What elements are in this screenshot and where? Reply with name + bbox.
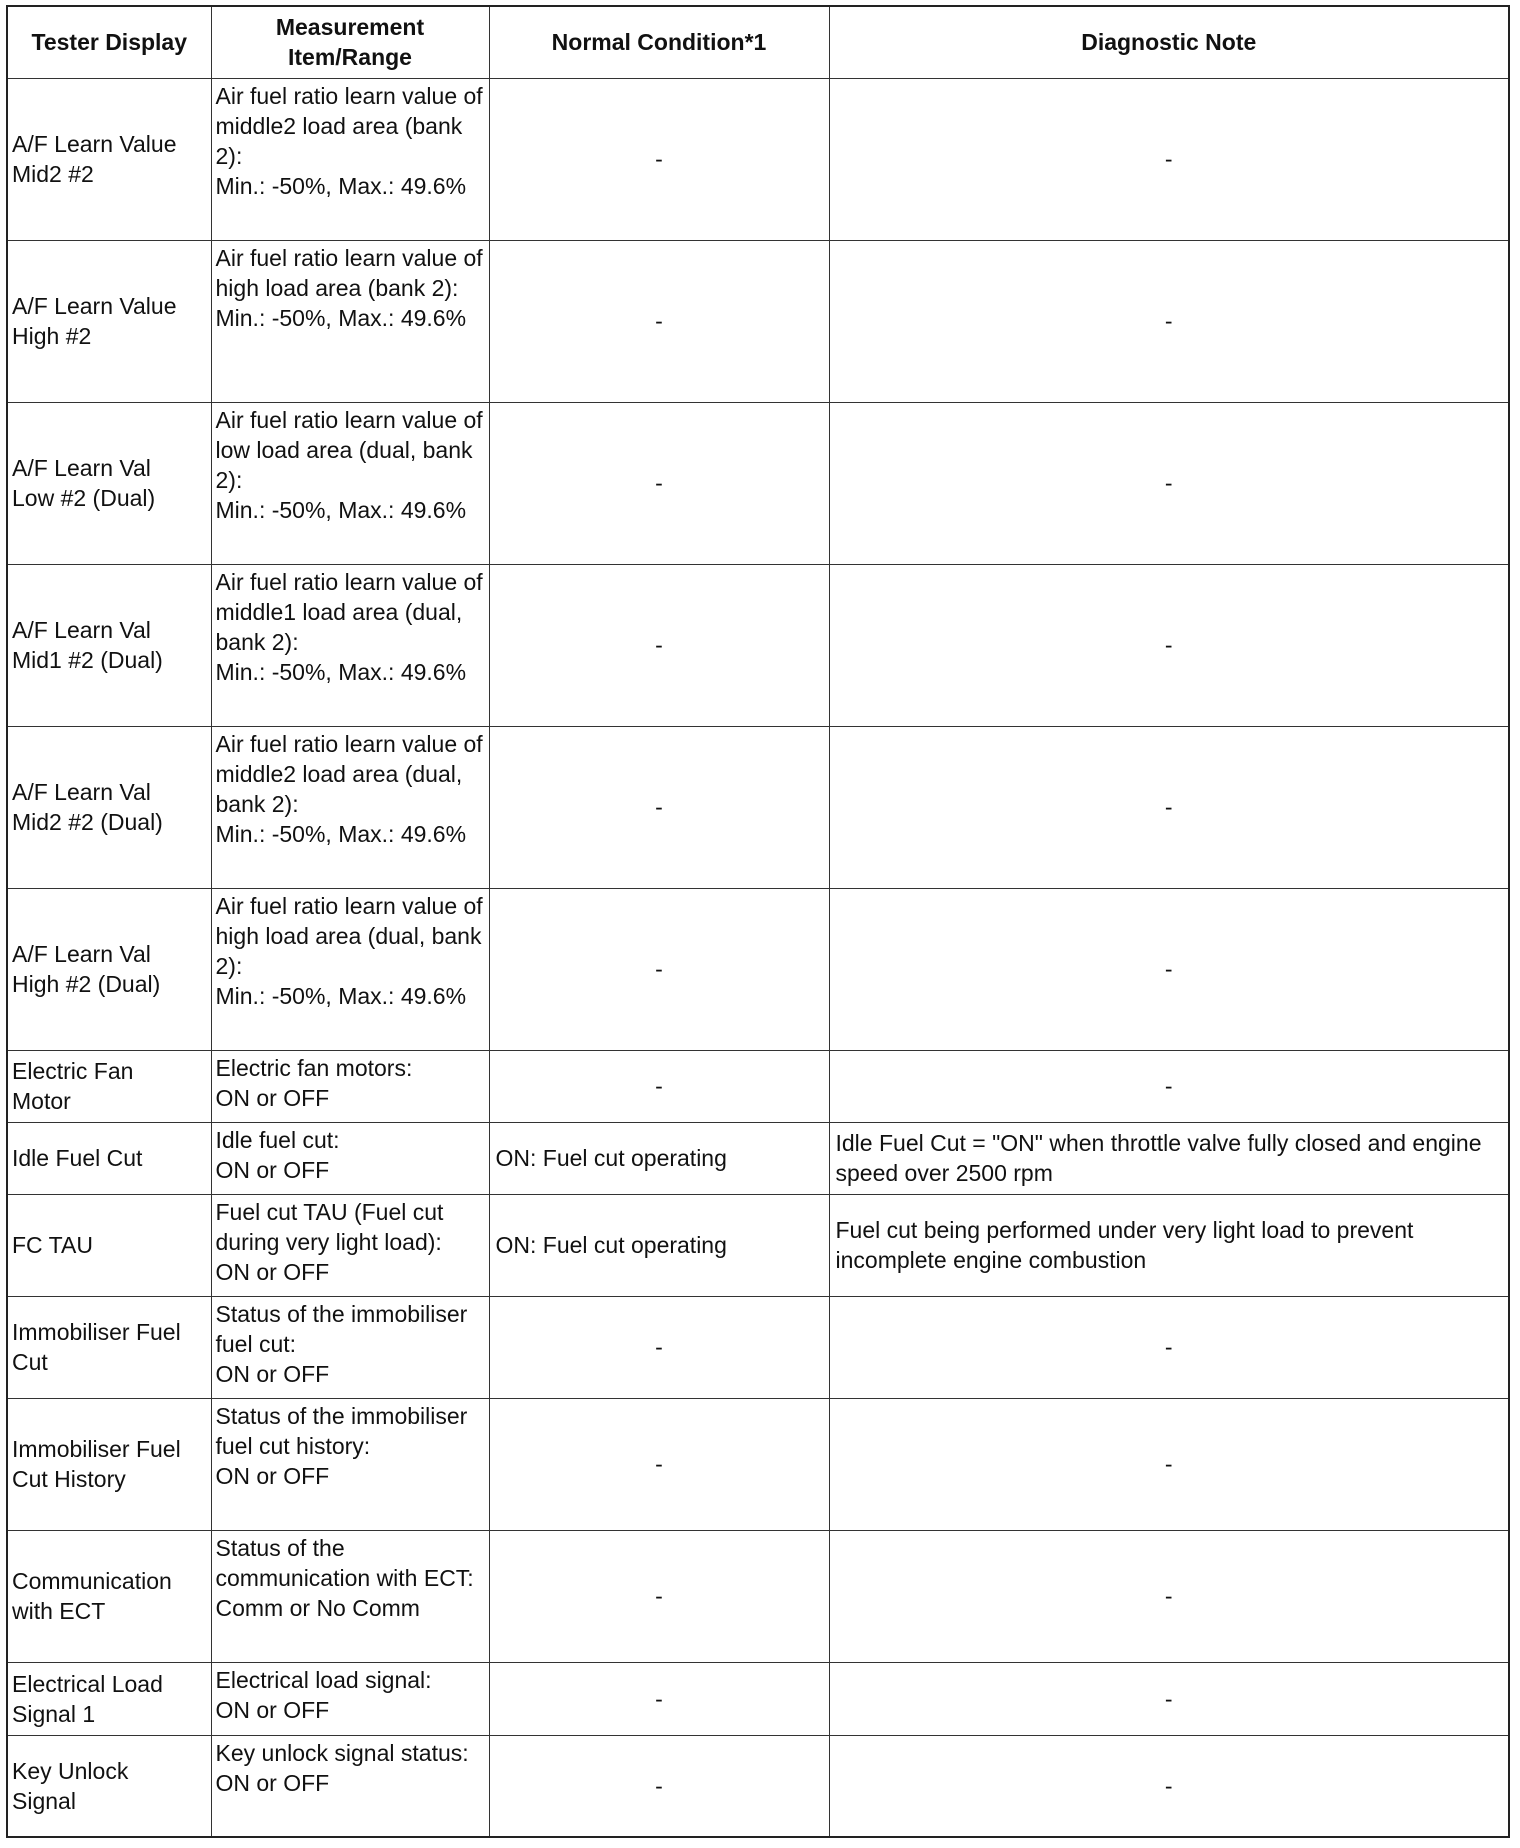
- table-row: [7, 240, 1509, 402]
- table-row: [7, 1530, 1509, 1662]
- table-row: [7, 888, 1509, 1050]
- tester-display-cell: FC TAU: [7, 1194, 211, 1296]
- normal-condition-cell: -: [489, 1296, 829, 1398]
- normal-condition-cell: -: [489, 1662, 829, 1735]
- table-row: [7, 1398, 1509, 1530]
- tester-display-cell: A/F Learn Val Low #2 (Dual): [7, 402, 211, 564]
- diagnostic-note-cell: -: [829, 726, 1509, 888]
- diagnostic-note-cell: -: [829, 564, 1509, 726]
- measurement-cell: Key unlock signal status: ON or OFF: [211, 1735, 489, 1837]
- normal-condition-cell: -: [489, 1050, 829, 1122]
- table-row: [7, 78, 1509, 240]
- header-measurement: Measurement Item/Range: [211, 6, 489, 78]
- normal-condition-cell: ON: Fuel cut operating: [489, 1122, 829, 1194]
- measurement-cell: Air fuel ratio learn value of middle2 load area (dual, bank 2): Min.: -50%, Max.: 49.6%: [211, 726, 489, 888]
- measurement-cell: Status of the immobiliser fuel cut: ON or OFF: [211, 1296, 489, 1398]
- tester-display-cell: A/F Learn Val High #2 (Dual): [7, 888, 211, 1050]
- diagnostic-note-cell: Fuel cut being performed under very light load to prevent incomplete engine combustion: [829, 1194, 1509, 1296]
- table-row: [7, 1050, 1509, 1122]
- diagnostic-note-cell: Idle Fuel Cut = "ON" when throttle valve fully closed and engine speed over 2500 rpm: [829, 1122, 1509, 1194]
- diagnostic-note-cell: -: [829, 240, 1509, 402]
- normal-condition-cell: -: [489, 240, 829, 402]
- table-row: [7, 1122, 1509, 1194]
- normal-condition-cell: -: [489, 726, 829, 888]
- normal-condition-cell: ON: Fuel cut operating: [489, 1194, 829, 1296]
- diagnostic-note-cell: -: [829, 1296, 1509, 1398]
- diagnostic-note-cell: -: [829, 1735, 1509, 1837]
- table-row: [7, 402, 1509, 564]
- measurement-cell: Air fuel ratio learn value of middle2 load area (bank 2): Min.: -50%, Max.: 49.6%: [211, 78, 489, 240]
- tester-display-cell: Electric Fan Motor: [7, 1050, 211, 1122]
- measurement-cell: Status of the communication with ECT: Comm or No Comm: [211, 1530, 489, 1662]
- measurement-cell: Electric fan motors: ON or OFF: [211, 1050, 489, 1122]
- normal-condition-cell: -: [489, 1530, 829, 1662]
- diagnostic-note-cell: -: [829, 402, 1509, 564]
- measurement-cell: Air fuel ratio learn value of middle1 load area (dual, bank 2): Min.: -50%, Max.: 49.6%: [211, 564, 489, 726]
- normal-condition-cell: -: [489, 888, 829, 1050]
- table-row: [7, 726, 1509, 888]
- tester-display-cell: A/F Learn Val Mid1 #2 (Dual): [7, 564, 211, 726]
- normal-condition-cell: -: [489, 564, 829, 726]
- tester-display-cell: A/F Learn Val Mid2 #2 (Dual): [7, 726, 211, 888]
- table-row: [7, 1735, 1509, 1837]
- tester-display-cell: A/F Learn Value High #2: [7, 240, 211, 402]
- table-row: [7, 1194, 1509, 1296]
- normal-condition-cell: -: [489, 1735, 829, 1837]
- tester-display-cell: Key Unlock Signal: [7, 1735, 211, 1837]
- header-tester-display: Tester Display: [7, 6, 211, 78]
- diagnostic-note-cell: -: [829, 1050, 1509, 1122]
- data-list-table: [6, 5, 1510, 1838]
- table-row: [7, 564, 1509, 726]
- measurement-cell: Air fuel ratio learn value of high load area (dual, bank 2): Min.: -50%, Max.: 49.6%: [211, 888, 489, 1050]
- tester-display-cell: Communication with ECT: [7, 1530, 211, 1662]
- diagnostic-note-cell: -: [829, 1662, 1509, 1735]
- measurement-cell: Idle fuel cut: ON or OFF: [211, 1122, 489, 1194]
- table-row: [7, 1662, 1509, 1735]
- header-diagnostic-note: Diagnostic Note: [829, 6, 1509, 78]
- normal-condition-cell: -: [489, 402, 829, 564]
- measurement-cell: Status of the immobiliser fuel cut history: ON or OFF: [211, 1398, 489, 1530]
- tester-display-cell: Idle Fuel Cut: [7, 1122, 211, 1194]
- diagnostic-note-cell: -: [829, 888, 1509, 1050]
- diagnostic-note-cell: -: [829, 1398, 1509, 1530]
- header-normal-condition: Normal Condition*1: [489, 6, 829, 78]
- tester-display-cell: Immobiliser Fuel Cut History: [7, 1398, 211, 1530]
- diagnostic-note-cell: -: [829, 78, 1509, 240]
- normal-condition-cell: -: [489, 78, 829, 240]
- tester-display-cell: A/F Learn Value Mid2 #2: [7, 78, 211, 240]
- tester-display-cell: Electrical Load Signal 1: [7, 1662, 211, 1735]
- table-row: [7, 1296, 1509, 1398]
- measurement-cell: Air fuel ratio learn value of low load area (dual, bank 2): Min.: -50%, Max.: 49.6%: [211, 402, 489, 564]
- tester-display-cell: Immobiliser Fuel Cut: [7, 1296, 211, 1398]
- diagnostic-note-cell: -: [829, 1530, 1509, 1662]
- measurement-cell: Fuel cut TAU (Fuel cut during very light load): ON or OFF: [211, 1194, 489, 1296]
- measurement-cell: Electrical load signal: ON or OFF: [211, 1662, 489, 1735]
- normal-condition-cell: -: [489, 1398, 829, 1530]
- table-header-row: [7, 6, 1509, 78]
- measurement-cell: Air fuel ratio learn value of high load area (bank 2): Min.: -50%, Max.: 49.6%: [211, 240, 489, 402]
